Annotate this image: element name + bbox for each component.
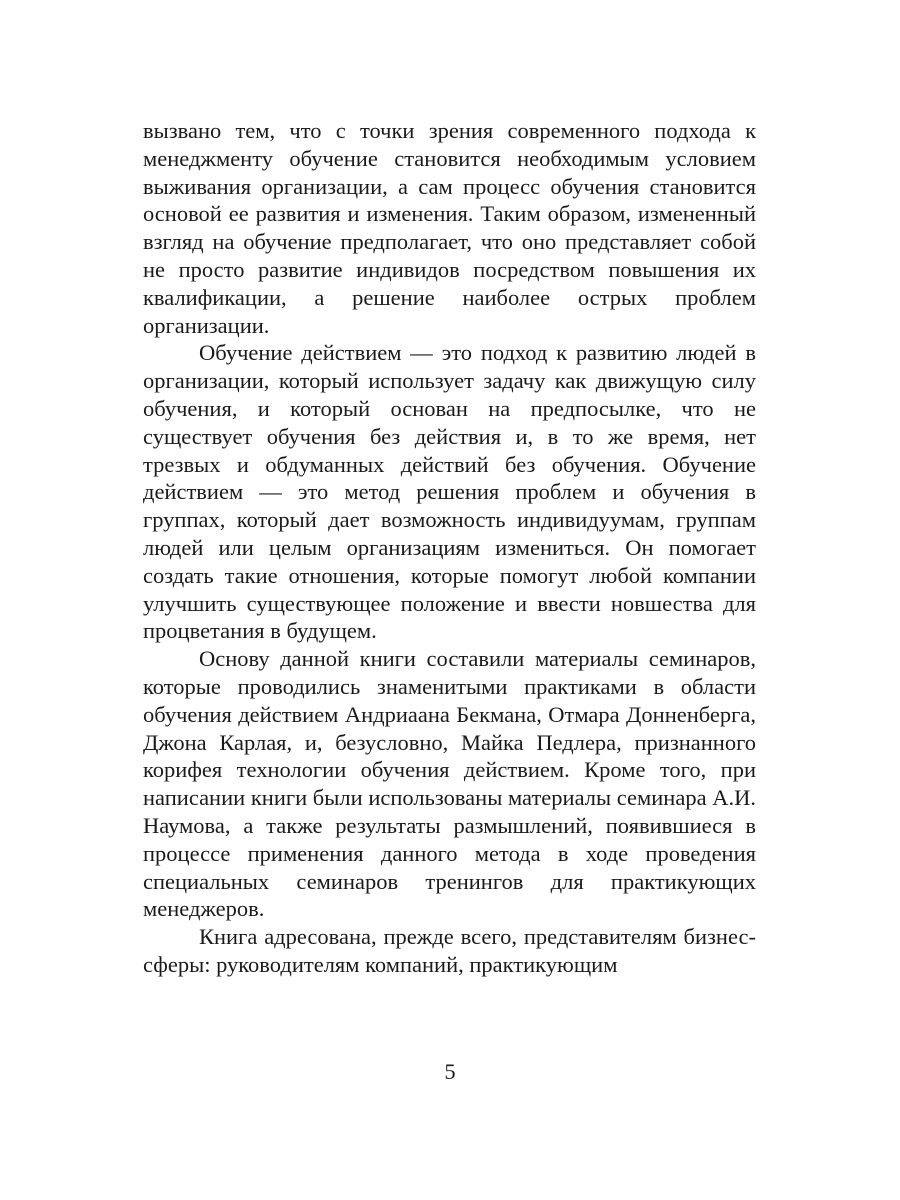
paragraph-action-learning-definition: Обучение действием — это подход к развитию людей в организации, который использует задачу как движущую силу обучения, и который основан на предпосылке, что не существует обучения без действия и, в то же время, нет трезвых и обдуманных действий без обучения. Обучение действием — это метод решения проблем и обучения в группах, который дает возможность индивидуумам, группам людей или целым организациям измениться. Он помогает создать такие отношения, которые помогут любой компании улучшить существующее положение и ввести новшества для процветания в будущем. xyxy=(143,340,756,644)
paragraph-book-basis: Основу данной книги составили материалы семинаров, которые проводились знаменитыми практиками в области обучения действием Андриаана Бекмана, Отмара Донненберга, Джона Карлая, и, безусловно, Майка Педлера, признанного корифея технологии обучения действием. Кроме того, при написании книги были использованы материалы семинара А.И. Наумова, а также результаты размышлений, появившиеся в процессе применения данного метода в ходе проведения специальных семинаров тренингов для практикующих менеджеров. xyxy=(143,646,756,922)
page-number: 5 xyxy=(444,1059,456,1084)
paragraph-continuation: вызвано тем, что с точки зрения современного подхода к менеджменту обучение становится необходимым условием выживания организации, а сам процесс обучения становится основой ее развития и изменения. Таким образом, измененный взгляд на обучение предполагает, что оно представляет собой не просто развитие индивидов посредством повышения их квалификации, а решение наиболее острых проблем организации. xyxy=(143,118,756,338)
paragraph-audience: Книга адресована, прежде всего, представителям бизнес-сферы: руководителям компаний, практикующим xyxy=(143,924,756,977)
body-text xyxy=(143,117,756,979)
